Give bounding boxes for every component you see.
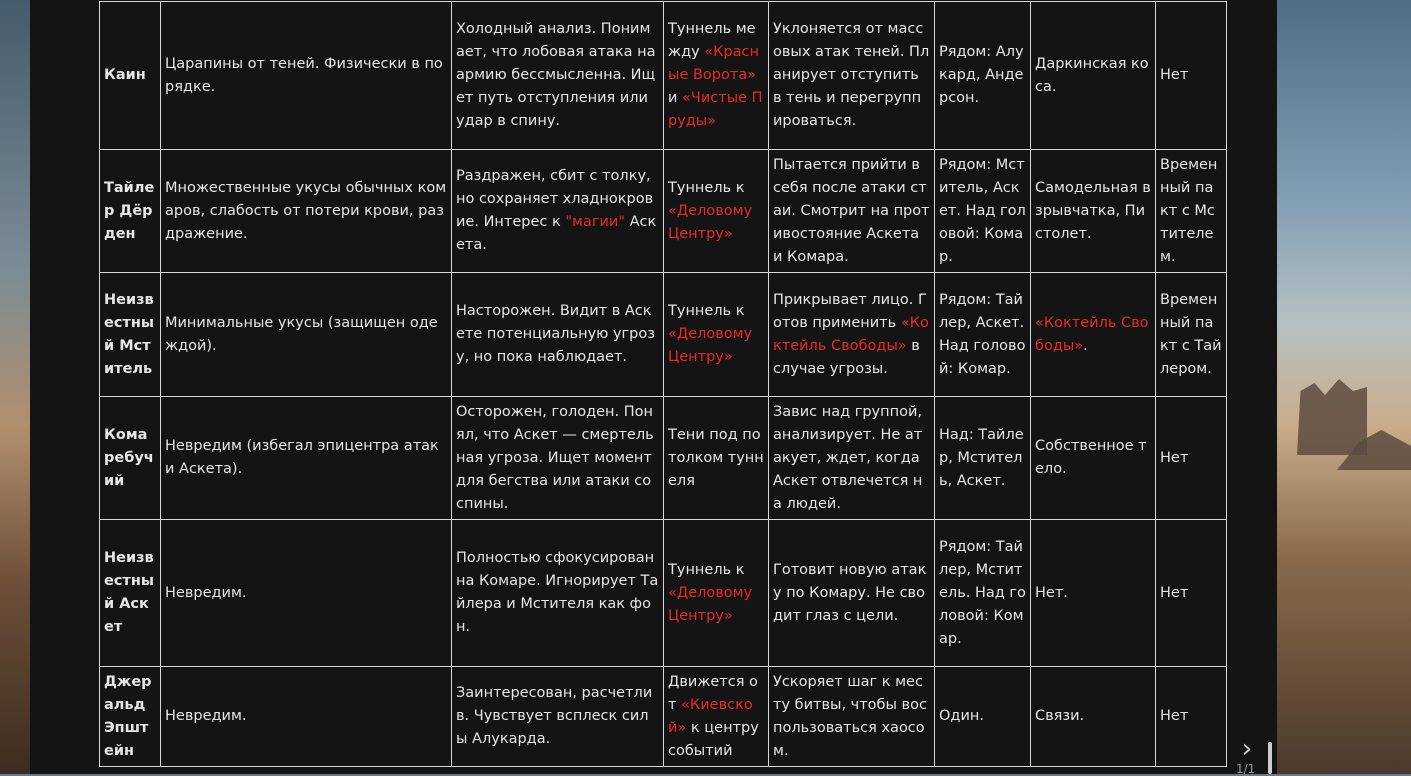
scrollbar[interactable] bbox=[1268, 742, 1272, 774]
text-fragment: к центру событий bbox=[668, 719, 759, 759]
cell-location bbox=[664, 520, 769, 667]
cell-neighbors: Рядом: Тайлер, Мститель. Над головой: Комар. bbox=[935, 520, 1031, 667]
table-row bbox=[100, 667, 1227, 767]
background-left bbox=[0, 0, 30, 774]
cell-neighbors: Рядом: Алукард, Андерсон. bbox=[935, 2, 1031, 150]
cell-name: Комаребучий bbox=[100, 397, 161, 520]
cell-action: Уклоняется от массовых атак теней. Планирует отступить в тень и перегруппироваться. bbox=[769, 2, 935, 150]
text-fragment: Тени под потолком туннеля bbox=[668, 426, 764, 489]
highlight-text: «Деловому Центру» bbox=[668, 202, 753, 242]
cell-neighbors: Над: Тайлер, Мститель, Аскет. bbox=[935, 397, 1031, 520]
cell-state: Осторожен, голоден. Понял, что Аскет — смертельная угроза. Ищет момент для бегства или атаки со спины. bbox=[452, 397, 664, 520]
cell-weapon bbox=[1031, 520, 1156, 667]
cell-action: Готовит новую атаку по Комару. Не сводит глаз с цели. bbox=[769, 520, 935, 667]
cell-state: Насторожен. Видит в Аскете потенциальную угрозу, но пока наблюдает. bbox=[452, 273, 664, 397]
cell-alliance: Нет bbox=[1156, 2, 1227, 150]
cell-state: Полностью сфокусирован на Комаре. Игнорирует Тайлера и Мстителя как фон. bbox=[452, 520, 664, 667]
highlight-text: «Коктейль Свободы» bbox=[773, 314, 929, 354]
text-fragment: Самодельная взрывчатка, Пистолет. bbox=[1035, 179, 1151, 242]
cell-state bbox=[452, 150, 664, 273]
cell-weapon bbox=[1031, 397, 1156, 520]
cell-alliance: Нет bbox=[1156, 520, 1227, 667]
text-fragment: Туннель к bbox=[668, 303, 745, 319]
cell-condition: Невредим. bbox=[161, 667, 452, 767]
table-row bbox=[100, 2, 1227, 150]
table-row bbox=[100, 273, 1227, 397]
chevron-right-icon[interactable]: › bbox=[1241, 734, 1253, 764]
highlight-text: «Киевской» bbox=[668, 696, 753, 736]
characters-table bbox=[99, 1, 1227, 767]
cell-action: Ускоряет шаг к месту битвы, чтобы воспользоваться хаосом. bbox=[769, 667, 935, 767]
cell-alliance: Временный пакт с Мстителем. bbox=[1156, 150, 1227, 273]
cell-location bbox=[664, 150, 769, 273]
cell-name: Неизвестный Мститель bbox=[100, 273, 161, 397]
text-fragment: Туннель к bbox=[668, 561, 745, 578]
cell-weapon bbox=[1031, 2, 1156, 150]
table-row bbox=[100, 520, 1227, 667]
text-fragment: Нет. bbox=[1035, 584, 1068, 601]
cell-name: Неизвестный Аскет bbox=[100, 520, 161, 667]
cell-weapon bbox=[1031, 150, 1156, 273]
cell-alliance: Нет bbox=[1156, 667, 1227, 767]
cell-weapon bbox=[1031, 273, 1156, 397]
table-row bbox=[100, 397, 1227, 520]
text-fragment: Туннель между bbox=[668, 21, 756, 60]
cell-state: Холодный анализ. Понимает, что лобовая атака на армию бессмысленна. Ищет путь отступления или удар в спину. bbox=[452, 2, 664, 150]
cell-location bbox=[664, 2, 769, 150]
highlight-text: «Деловому Центру» bbox=[668, 326, 753, 365]
text-fragment: Собственное тело. bbox=[1035, 438, 1147, 477]
cell-neighbors: Рядом: Мститель, Аскет. Над головой: Комар. bbox=[935, 150, 1031, 273]
text-fragment: Движется от bbox=[668, 673, 758, 713]
cell-action bbox=[769, 273, 935, 397]
text-fragment: Раздражен, сбит с толку, но сохраняет хладнокровие. Интерес к bbox=[456, 168, 654, 230]
cell-location bbox=[664, 273, 769, 397]
cell-condition: Множественные укусы обычных комаров, слабость от потери крови, раздражение. bbox=[161, 150, 452, 273]
text-fragment: в случае угрозы. bbox=[773, 337, 920, 377]
table-row bbox=[100, 150, 1227, 273]
highlight-text: "магии" bbox=[565, 214, 625, 230]
background-right bbox=[1277, 0, 1411, 774]
cell-weapon bbox=[1031, 667, 1156, 767]
cell-neighbors: Один. bbox=[935, 667, 1031, 767]
cell-action: Пытается прийти в себя после атаки стаи. Смотрит на противостояние Аскета и Комара. bbox=[769, 150, 935, 273]
cell-condition: Невредим. bbox=[161, 520, 452, 667]
page-indicator: 1/1 bbox=[1236, 762, 1256, 776]
highlight-text: «Чистые Пруды» bbox=[668, 90, 763, 129]
cell-alliance: Нет bbox=[1156, 397, 1227, 520]
cell-action: Завис над группой, анализирует. Не атакует, ждет, когда Аскет отвлечется на людей. bbox=[769, 397, 935, 520]
text-fragment: Связи. bbox=[1035, 708, 1085, 724]
highlight-text: «Деловому Центру» bbox=[668, 584, 753, 624]
cell-state: Заинтересован, расчетлив. Чувствует всплеск силы Алукарда. bbox=[452, 667, 664, 767]
cell-condition: Царапины от теней. Физически в порядке. bbox=[161, 2, 452, 150]
cell-name: Тайлер Дёрден bbox=[100, 150, 161, 273]
cell-name: Каин bbox=[100, 2, 161, 150]
text-fragment: Даркинская коса. bbox=[1035, 55, 1149, 95]
table-body bbox=[100, 2, 1227, 767]
cell-condition: Невредим (избегал эпицентра атаки Аскета). bbox=[161, 397, 452, 520]
highlight-text: «Красные Ворота» bbox=[668, 44, 759, 83]
cell-name: Джеральд Эпштейн bbox=[100, 667, 161, 767]
highlight-text: «Коктейль Свободы» bbox=[1035, 314, 1149, 354]
cell-location bbox=[664, 667, 769, 767]
cell-neighbors: Рядом: Тайлер, Аскет. Над головой: Комар. bbox=[935, 273, 1031, 397]
text-fragment: Аскета. bbox=[456, 214, 657, 253]
text-fragment: Туннель к bbox=[668, 179, 745, 196]
text-fragment: Прикрывает лицо. Готов применить bbox=[773, 291, 927, 331]
cell-alliance: Временный пакт с Тайлером. bbox=[1156, 273, 1227, 397]
cell-condition: Минимальные укусы (защищен одеждой). bbox=[161, 273, 452, 397]
text-fragment: и bbox=[668, 90, 683, 106]
text-fragment: . bbox=[1083, 337, 1088, 354]
cell-location bbox=[664, 397, 769, 520]
